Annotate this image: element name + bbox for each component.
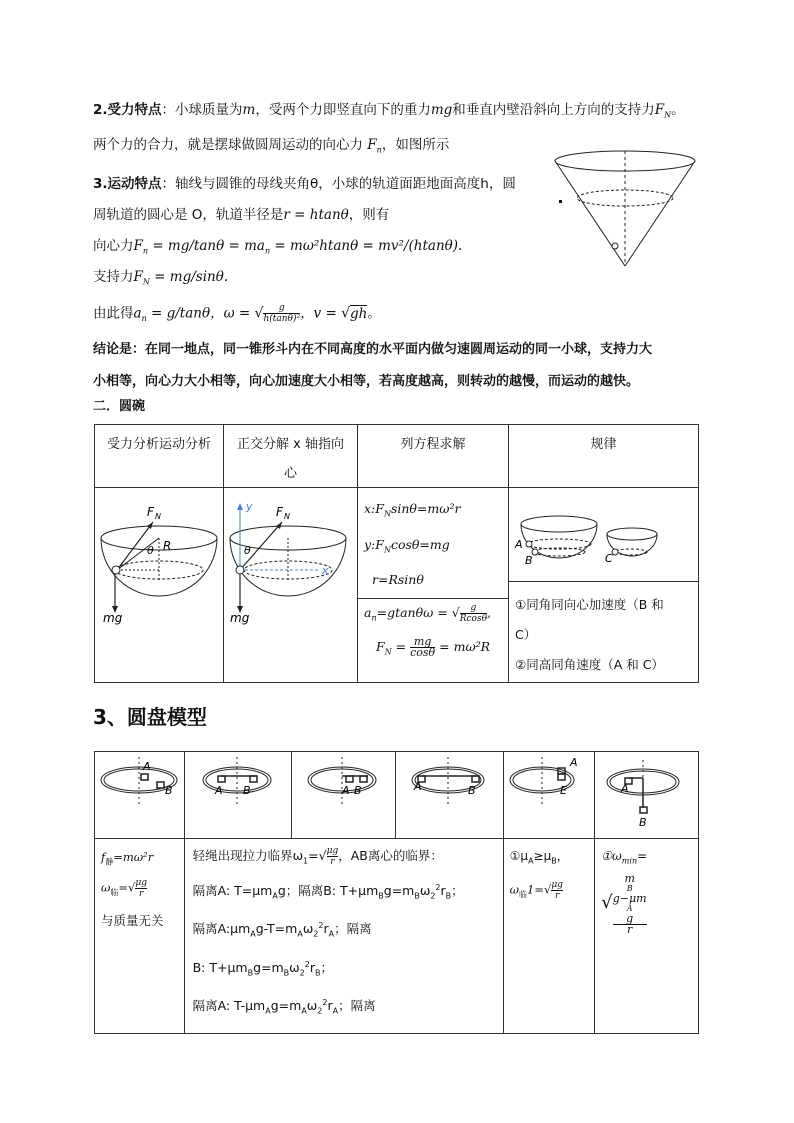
svg-text:B: B	[639, 816, 647, 829]
svg-text:C: C	[605, 552, 613, 565]
section3-line3: 向心力$F_n = mg/\tan\theta = ma_n = m\omega^2htan\theta = mv^2/(htan\theta)$.	[93, 238, 463, 256]
disc-heading: 3、圆盘模型	[93, 705, 207, 729]
svg-text:N: N	[284, 512, 290, 521]
bowl-equations-cell: $x:F_N\sin\theta=m\omega^2r$ $y:F_N\cos\theta=mg$ r=Rsinθ $a_n=gtan\theta\omega$ = √ $\frac{g}{Rcos\theta}$ , $F_N$ = $\frac{mg}{\cos\theta}$ = mω²R	[358, 488, 509, 683]
svg-text:mg: mg	[103, 611, 123, 625]
svg-text:y: y	[246, 500, 253, 513]
disc-fig-6	[595, 752, 699, 839]
svg-text:B: B	[525, 554, 533, 567]
section2-line1: 2.受力特点：小球质量为m，受两个力即竖直向下的重力mg和垂直内壁沿斜向上方向的支持力$F_N$。	[93, 102, 685, 120]
svg-text:mg: mg	[230, 611, 250, 625]
svg-text:F: F	[147, 505, 154, 519]
svg-text:θ: θ	[244, 544, 251, 557]
disc-cell-1: $f_静=m\omega^2r$ $\omega_临=√$ $\frac{\mu g}{r}$ 与质量无关	[95, 839, 185, 1034]
svg-text:B: B	[354, 784, 362, 797]
svg-text:θ: θ	[147, 544, 154, 557]
bowl-header-1: 受力分析运动分析	[95, 425, 224, 488]
bowl-table	[94, 424, 699, 683]
svg-text:B: B	[165, 784, 173, 797]
two-bowls-figure	[509, 488, 698, 578]
section2-label: 2.受力特点	[93, 102, 162, 118]
cone-figure	[552, 148, 702, 272]
svg-text:R: R	[163, 539, 172, 553]
disc-table	[94, 751, 699, 1034]
conclusion-line2: 小相等，向心力大小相等，向心加速度大小相等，若高度越高，则转动的越慢，而运动的越快。	[93, 374, 640, 389]
svg-text:x: x	[322, 564, 329, 577]
svg-text:A: A	[413, 780, 422, 793]
svg-text:A: A	[342, 784, 350, 797]
bowl-axis-figure	[224, 498, 357, 628]
disc-fig-3	[292, 752, 396, 839]
svg-text:A: A	[515, 538, 523, 551]
svg-text:F: F	[276, 505, 283, 519]
svg-text:B: B	[242, 784, 251, 797]
conclusion-line1: 结论是：在同一地点，同一锥形斗内在不同高度的水平面内做匀速圆周运动的同一小球，支持力大	[93, 342, 653, 357]
svg-text:N: N	[155, 512, 161, 521]
disc-cell-2: 轻绳出现拉力临界$\omega_1=√$ $\frac{\mu g}{r}$ ，AB离心的临界： 隔离A: $T=\mu m_Ag$；隔离B: $T+\mu m_Bg=m_B\omega_2^2r_B$； 隔离$A:\mu m_Ag-T=m_A\omega_2^2r_A$；隔离 B: $T+\mu m_Bg=m_B\omega_2^2r_B$； 隔离A: $T-\mu m_Ag=m_A\omega_2^2r_A$；隔离	[184, 839, 503, 1034]
bowl-header-4: 规律	[509, 425, 699, 488]
disc-fig-2	[184, 752, 292, 839]
disc-fig-1	[95, 752, 185, 839]
bowl-header-2: 正交分解 x 轴指向 心	[224, 425, 358, 488]
bowl-rules-cell: A B C ①同角同向心加速度（B 和 C） ②同高同角速度（A 和 C）	[509, 488, 699, 683]
section3-line5: 由此得$a_n = g/\tan\theta$，ω = √ $\frac{g}{\text{h(tanθ)²}}$ ，v = √gh。	[93, 303, 381, 324]
svg-text:B: B	[467, 784, 476, 797]
svg-text:A: A	[143, 760, 151, 773]
bowl-axis-figure-cell	[224, 488, 358, 683]
bowl-heading: 二．圆碗	[93, 399, 146, 414]
disc-cell-3: $①\mu_A\ge\mu_B$， $\omega_临1=√$ $\frac{\mu g}{r}$	[503, 839, 595, 1034]
section3-line2: 周轨道的圆心是 O，轨道半径是r = htanθ，则有	[93, 207, 390, 223]
svg-text:A: A	[214, 784, 223, 797]
disc-fig-4	[395, 752, 503, 839]
section3-line4: 支持力$F_N = mg/\sin\theta$.	[93, 269, 229, 287]
bowl-force-figure-cell	[95, 488, 224, 683]
section3-line1: 3.运动特点：轴线与圆锥的母线夹角θ，小球的轨道面距地面高度h，圆	[93, 176, 516, 192]
svg-text:A: A	[569, 756, 578, 769]
svg-text:E: E	[559, 784, 567, 797]
svg-text:A: A	[621, 782, 629, 795]
section2-line2: 两个力的合力，就是摆球做圆周运动的向心力 $F_n$，如图所示	[93, 137, 450, 155]
bowl-header-3: 列方程求解	[358, 425, 509, 488]
disc-fig-5	[503, 752, 595, 839]
disc-cell-4: $①\omega_{min}=$ √ m B g−μm A g r	[595, 839, 699, 1034]
bowl-force-figure	[95, 498, 223, 628]
